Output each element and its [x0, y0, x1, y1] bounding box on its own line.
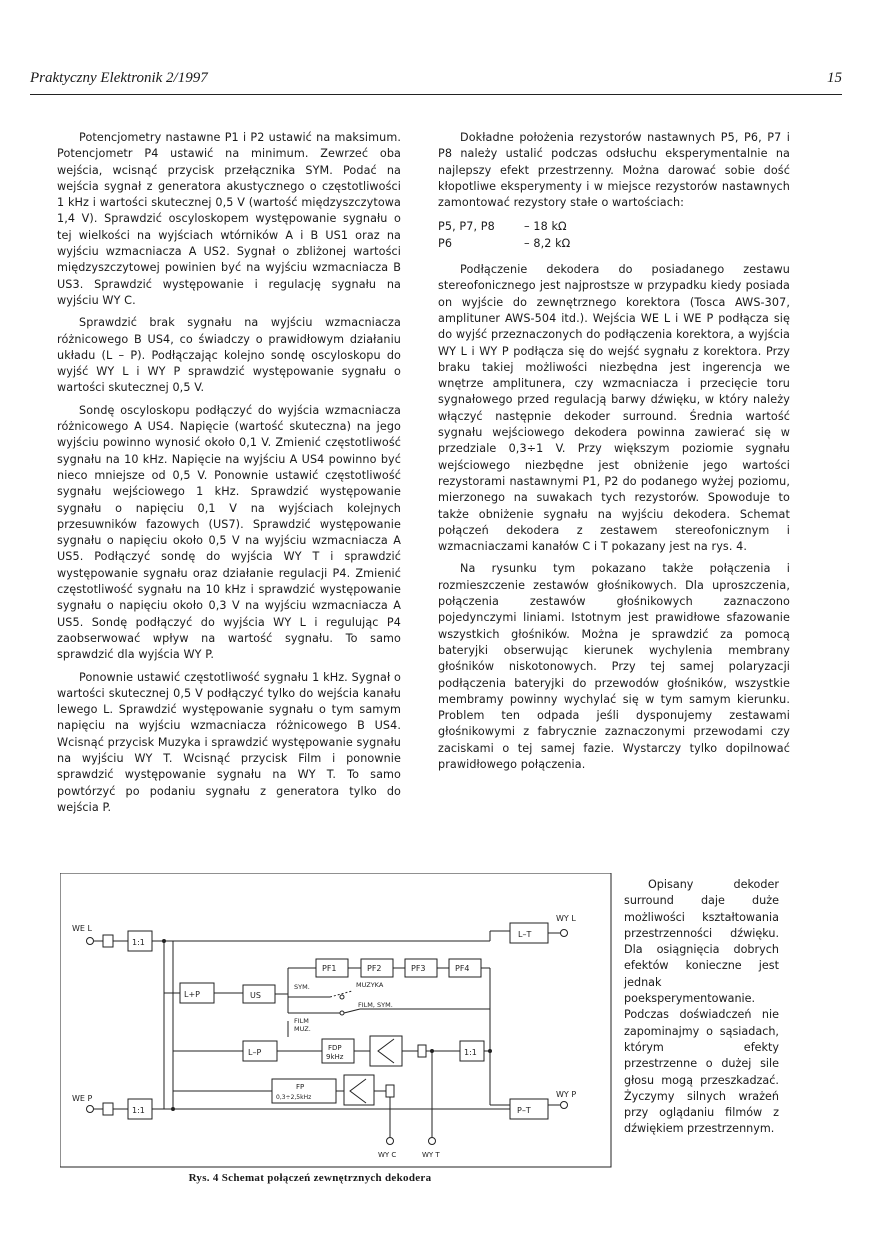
- paragraph: Sondę oscyloskopu podłączyć do wyjścia wzmacniacza różnicowego A US4. Napięcie (wartość skuteczna) na jego wyjściu powinno wynosić około 0,1 V. Zmienić częstotliwość sygnału na 10 kHz. Napięcie na wyjściu A US4 powinno być nieco mniejsze od 0,5 V. Ponownie ustawić częstotliwość sygnału wejściowego 1 kHz. Sprawdzić występowanie sygnału o napięciu 0,1 V na wyjściach kolejnych przesuwników fazowych (US7). Sprawdzić występowanie sygnału o napięciu około 0,5 V na wyjściu wzmacniacza A US5. Podłączyć sondę do wyjścia WY T i sprawdzić występowanie sygnału oraz działanie regulacji P4. Zmienić częstotliwość sygnału na 10 kHz i sprawdzić występowanie sygnału o napięciu około 0,3 V na wyjściu wzmacniacza A US5. Sondę podłączyć do wyjścia WY L i regulując P4 zaobserwować wpływ na wartość sygnału. To samo sprawdzić dla wyjścia WY P.: [57, 403, 401, 662]
- label-we-l: WE L: [72, 924, 92, 933]
- paragraph: Dokładne położenia rezystorów nastawnych P5, P6, P7 i P8 należy ustalić podczas odsłuchu eksperymentalnie na najlepszy efekt przestrzenny. Można darować sobie dość kłopotliwe eksperymenty i w miejsce rezystorów nastawnych zamontować rezystory stałe o wartościach:: [438, 131, 790, 210]
- label-film-sym: FILM, SYM.: [358, 1001, 393, 1009]
- ratio-top: 1:1: [132, 938, 145, 947]
- resistor-value: – 18 kΩ: [524, 220, 567, 234]
- page-number: 15: [827, 70, 842, 86]
- label-p-t: P–T: [517, 1106, 531, 1115]
- label-us: US: [250, 991, 261, 1000]
- ratio-bottom: 1:1: [132, 1106, 145, 1115]
- paragraph: Na rysunku tym pokazano także połączenia i rozmieszczenie zestawów głośnikowych. Dla uproszczenia, połączenia zestawów głośnikowych zaznaczono pojedynczymi liniami. Istotnym jest prawidłowe sfazowanie wszystkich głośników. Można je sprawdzić za pomocą bateryjki obserwując kierunek wychylenia membrany głośników niskotonowych. Przy tej samej polaryzacji podłączenia bateryjki do przewodów głośników, wszystkie membramy powinny wychylać się w tym samym kierunku. Problem ten odpada jeśli dysponujemy zestawami głośnikowymi z fabrycznie zaznaczonymi przewodami czy zaciskami o tej samej fazie. Wystarczy tylko dopilnować prawidłowego połączenia.: [438, 562, 790, 771]
- right-column: [438, 130, 790, 779]
- label-l-minus-p: L–P: [248, 1048, 262, 1057]
- journal-title: Praktyczny Elektronik 2/1997: [30, 70, 208, 86]
- label-l-plus-p: L+P: [184, 990, 200, 999]
- label-fdp-freq: 9kHz: [326, 1053, 344, 1061]
- label-wy-c: WY C: [378, 1151, 397, 1159]
- paragraph: Ponownie ustawić częstotliwość sygnału 1 kHz. Sygnał o wartości skutecznej 0,5 V podłączyć tylko do wejścia kanału lewego L. Sprawdzić występowanie sygnału o tym samym napięciu na wyjściu wzmacniacza różnicowego B US4. Wcisnąć przycisk Muzyka i sprawdzić występowanie sygnału na wyjściu WY T. Wcisnąć przycisk Film i ponownie sprawdzić występowanie sygnału na WY T. To samo powtórzyć po podaniu sygnału z generatora tylko do wejścia P.: [57, 670, 401, 814]
- label-fdp: FDP: [328, 1044, 342, 1052]
- schematic-diagram: [60, 873, 612, 1168]
- paragraph: Podłączenie dekodera do posiadanego zestawu stereofonicznego jest najprostsze w przypadku kiedy posiada on wyjście do zewnętrznego korektora (Tosca AWS-307, amplituner AWS-504 itd.). Wejścia WE L i WE P podłącza się do wyjść przeznaczonych do podłączenia korektora, a wyjścia WY L i WY P podłącza się do wejść sygnału z korektora. Przy braku takiej możliwości niezbędna jest ingerencja we wnętrze amplitunera, czy wzmacniacza i przecięcie toru sygnałowego przed regulacją barwy dźwięku, w który należy włączyć następnie dekoder surround. Średnia wartość sygnału wejściowego dekodera powinna zawierać się w przedziale 0,3÷1 V. Przy większym poziomie sygnału wejściowego niezbędne jest obniżenie jego wartości rezystorami nastawnymi P1, P2 do podanego wyżej poziomu, mierzonego na suwakach tych rezystorów. Spowoduje to także obniżenie sygnału na wyjściu dekodera. Schemat połączeń dekodera z zestawem stereofonicznym i wzmacniaczami kanałów C i T pokazany jest na rys. 4.: [438, 263, 790, 554]
- resistor-row: [438, 219, 790, 235]
- resistor-row: [438, 236, 790, 252]
- label-pf4: PF4: [455, 964, 470, 973]
- label-pf3: PF3: [411, 964, 426, 973]
- label-muz: MUZ.: [294, 1025, 311, 1033]
- label-pf2: PF2: [367, 964, 382, 973]
- label-wy-t: WY T: [422, 1151, 440, 1159]
- resistor-value: – 8,2 kΩ: [524, 236, 571, 250]
- paragraph: Sprawdzić brak sygnału na wyjściu wzmacniacza różnicowego B US4, co świadczy o prawidłowym działaniu układu (L – P). Podłączając kolejno sondę oscyloskopu do wyjść WY L i WY P sprawdzić występowanie sygnału o wartości skutecznej 0,5 V.: [57, 316, 401, 395]
- label-wy-p: WY P: [556, 1090, 577, 1099]
- label-pf1: PF1: [322, 964, 337, 973]
- label-fp: FP: [296, 1083, 305, 1091]
- page-header: [30, 70, 842, 95]
- side-column: [624, 877, 779, 1138]
- label-we-p: WE P: [72, 1094, 93, 1103]
- label-muzyka: MUZYKA: [356, 981, 384, 989]
- resistor-name: P5, P7, P8: [438, 220, 495, 234]
- label-fp-freq: 0,3÷2,5kHz: [276, 1094, 312, 1101]
- label-wy-l: WY L: [556, 914, 576, 923]
- left-column: [57, 130, 401, 822]
- label-sym: SYM.: [294, 983, 310, 991]
- resistor-name: P6: [438, 236, 453, 250]
- paragraph: Potencjometry nastawne P1 i P2 ustawić na maksimum. Potencjometr P4 ustawić na minimum. Zewrzeć oba wejścia, wcisnąć przycisk przełącznika SYM. Podać na wejścia sygnał z generatora akustycznego o częstotliwości 1 kHz i wartości skutecznej 0,5 V (wartość międzyszczytowa 1,4 V). Sprawdzić oscyloskopem występowanie sygnału o tej wielkości na wyjściach wtórników A i B US1 oraz na wyjściu wzmacniacza A US2. Sygnał o zbliżonej wartości międzyszczytowej powinien być na wyjściu wzmacniacza B US3. Sprawdzić występowanie i regulację sygnału na wyjściu WY C.: [57, 131, 401, 307]
- resistor-values: [438, 219, 790, 252]
- figure-caption: Rys. 4 Schemat połączeń zewnętrznych dekodera: [188, 1172, 432, 1184]
- paragraph: Opisany dekoder surround daje duże możliwości kształtowania przestrzenności dźwięku. Dla osiągnięcia dobrych efektów konieczne jest jednak poeksperymentowanie. Podczas doświadczeń nie zapominajmy o sąsiadach, którym efekty przestrzenne o dużej sile głosu mogą przeszkadzać. Życzymy silnych wrażeń przy oglądaniu filmów z dźwiękiem przestrzennym.: [624, 878, 779, 1136]
- label-l-t: L–T: [518, 930, 532, 939]
- label-film: FILM: [294, 1017, 309, 1025]
- ratio-mid: 1:1: [464, 1048, 477, 1057]
